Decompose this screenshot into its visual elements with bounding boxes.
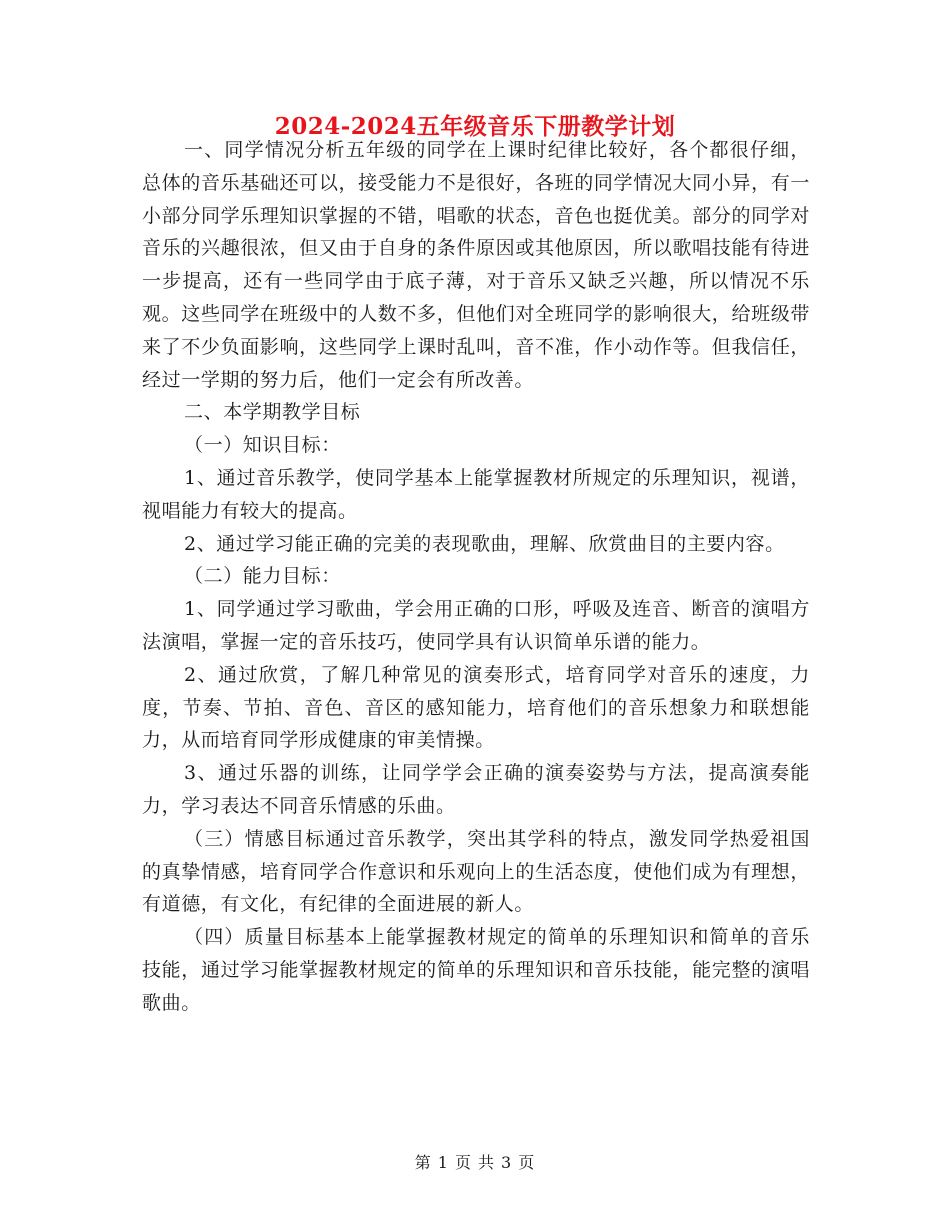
paragraph-quality-goals: （四）质量目标基本上能掌握教材规定的简单的乐理知识和简单的音乐技能，通过学习能掌握教材规定的简单的乐理知识和音乐技能，能完整的演唱歌曲。 [142, 926, 810, 1014]
section-heading-goals: 二、本学期教学目标 [184, 401, 361, 424]
paragraph-ability-1: 1、同学通过学习歌曲，学会用正确的口形，呼吸及连音、断音的演唱方法演唱，掌握一定的音乐技巧，使同学具有认识简单乐谱的能力。 [142, 598, 810, 653]
paragraph-emotion-goals: （三）情感目标通过音乐教学，突出其学科的特点，激发同学热爱祖国的真挚情感，培育同学合作意识和乐观向上的生活态度，使他们成为有理想，有道德，有文化，有纪律的全面进展的新人。 [142, 827, 810, 916]
footer-prefix: 第 [414, 1153, 432, 1172]
paragraph-ability-2: 2、通过欣赏，了解几种常见的演奏形式，培育同学对音乐的速度，力度，节奏、节拍、音色、音区的感知能力，培育他们的音乐想象力和联想能力，从而培育同学形成健康的审美情操。 [142, 663, 810, 752]
footer-total-pages: 3 [501, 1153, 513, 1172]
subheading-ability-goals: （二）能力目标： [184, 565, 341, 588]
paragraph-ability-3: 3、通过乐器的训练，让同学学会正确的演奏姿势与方法，提高演奏能力，学习表达不同音乐情感的乐曲。 [142, 762, 810, 817]
page-title: 2024-2024五年级音乐下册教学计划 [274, 113, 676, 140]
paragraph-student-analysis: 一、同学情况分析五年级的同学在上课时纪律比较好，各个都很仔细，总体的音乐基础还可以，接受能力不是很好，各班的同学情况大同小异，有一小部分同学乐理知识掌握的不错，唱歌的状态，音色也挺优美。部分的同学对音乐的兴趣很浓，但又由于自身的条件原因或其他原因，所以歌唱技能有待进一步提高，还有一些同学由于底子薄，对于音乐又缺乏兴趣，所以情况不乐观。这些同学在班级中的人数不多，但他们对全班同学的影响很大，给班级带来了不少负面影响，这些同学上课时乱叫，音不准，作小动作等。但我信任，经过一学期的努力后，他们一定会有所改善。 [142, 139, 810, 391]
footer-total-prefix: 共 [478, 1153, 496, 1172]
page-footer [0, 1150, 950, 1173]
document-body [142, 134, 810, 1020]
footer-current-page: 1 [437, 1153, 449, 1172]
footer-page-unit: 页 [454, 1153, 472, 1172]
paragraph-knowledge-1: 1、通过音乐教学，使同学基本上能掌握教材所规定的乐理知识，视谱，视唱能力有较大的提高。 [142, 466, 810, 522]
footer-total-unit: 页 [518, 1153, 536, 1172]
paragraph-knowledge-2: 2、通过学习能正确的完美的表现歌曲，理解、欣赏曲目的主要内容。 [184, 532, 785, 555]
subheading-knowledge-goals: （一）知识目标： [184, 434, 341, 457]
